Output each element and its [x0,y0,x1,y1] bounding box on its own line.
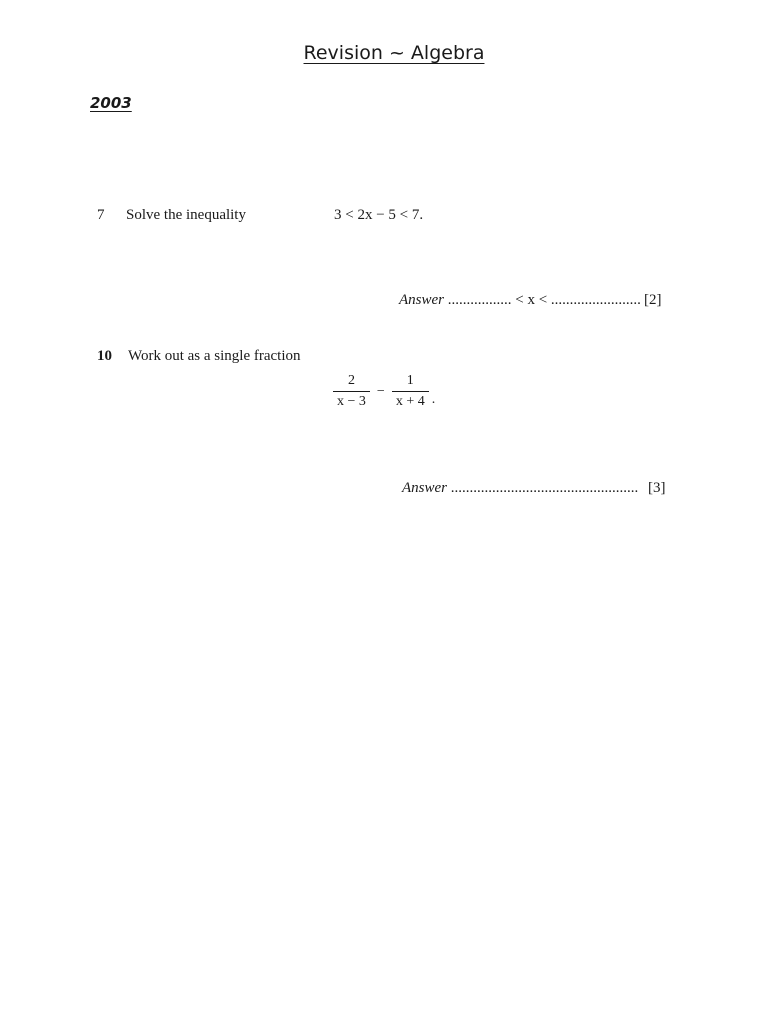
question-number: 7 [97,207,105,223]
minus-operator: − [376,383,385,399]
question-text: Work out as a single fraction [128,348,301,364]
fraction-numerator: 1 [406,373,414,388]
trailing-period: . [431,391,436,407]
fraction-two [392,373,429,410]
answer-line [402,480,638,497]
fraction-expression [333,373,435,410]
question-number: 10 [97,348,112,364]
answer-label: Answer [399,292,444,308]
fraction-numerator: 2 [347,373,355,388]
answer-blank: ................. < x < ........................ [444,292,641,308]
marks-label: [2] [644,292,662,308]
answer-label: Answer [402,480,447,496]
year-heading: 2003 [90,94,132,112]
page-title: Revision ~ Algebra [303,42,485,64]
fraction-one [333,373,370,410]
answer-blank: .................................................. [447,480,639,496]
inequality-expression: 3 < 2x − 5 < 7. [334,207,424,223]
marks-label: [3] [648,480,666,496]
fraction-denominator: x − 3 [337,394,366,409]
question-text: Solve the inequality [126,207,246,223]
fraction-denominator: x + 4 [395,394,425,409]
answer-line [399,292,641,309]
